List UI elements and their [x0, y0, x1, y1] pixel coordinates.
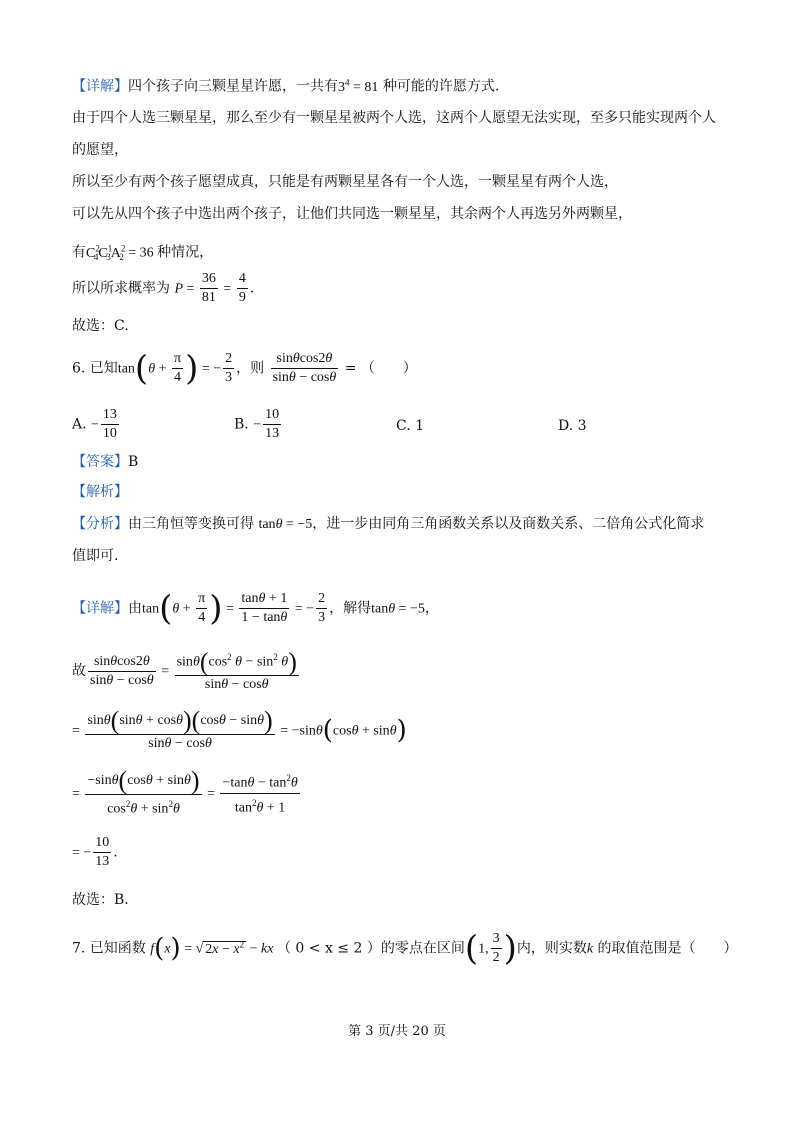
p6-probability: 所以所求概率为 P = $\frac{36}{81}$ = $\frac{4}{9}$ .: [72, 271, 255, 305]
answer-b: 故选：B.: [72, 892, 129, 908]
answer-c: 故选：C.: [72, 318, 129, 334]
fenxi-line2: 值即可.: [72, 548, 119, 564]
detail-2: 【详解】由tan(θ + $\frac{\pi}{4}$ ) = $\frac{\tan\theta + 1}{1 - \tan\theta}$ = − $\frac{2}{3}$ ，解得tanθ = −5，: [72, 588, 439, 629]
choice-c: C. 1: [396, 418, 425, 434]
detail-paragraph-1: [72, 72, 499, 98]
p3: 所以至少有两个孩子愿望成真，只能是有两颗星星各有一个人选，一颗星星有两个人选，: [72, 174, 618, 190]
derivation-step-1: 故 $\frac{\sin\theta\cos 2\theta}{\sin\theta - \cos\theta}$ = $\frac{\sin\theta(\cos^2 \theta - \sin^2 \theta)}{\sin\theta - \cos\theta}$: [72, 647, 297, 693]
question-7: 7. 已知函数 f(x) = √ $2x - x^2$ − kx （ 0 < x ≤ 2 ）的零点在区间(1, $\frac{3}{2}$ )内，则实数k 的取值范围是（ ）: [72, 928, 738, 969]
choice-a: A. − $\frac{13}{10}$: [72, 407, 117, 441]
p5-combination: 有$C^2_4C^1_3A^2_2 = 36$ 种情况，: [72, 243, 214, 263]
question-6: 6. 已知tan(θ + $\frac{\pi}{4}$ ) = − $\frac{2}{3}$ ，则 $\frac{\sin\theta\cos 2\theta}{\sin\theta - \cos\theta}$ = （ ）: [72, 348, 417, 389]
choice-b: B. − $\frac{10}{13}$: [234, 407, 280, 441]
p1-text-b: 种可能的许愿方式.: [382, 78, 500, 95]
derivation-step-2: = $\frac{\sin\theta(\sin\theta + \cos\theta)(\cos\theta - \sin\theta)}{\sin\theta - \cos\theta}$ = −sinθ(cosθ + sinθ): [72, 706, 407, 751]
analysis-label: 【解析】: [72, 484, 128, 500]
detail-label: 【详解】: [72, 78, 128, 95]
derivation-final: = − $\frac{10}{13}$ .: [72, 835, 118, 869]
p2-line1: 由于四个人选三颗星星，那么至少有一颗星星被两个人选，这两个人愿望无法实现，至多只能实现两个人: [72, 110, 716, 126]
p2-line2: 的愿望，: [72, 142, 128, 158]
choice-d: D. 3: [558, 418, 587, 434]
derivation-step-3: = $\frac{-\sin\theta(\cos\theta + \sin\theta)}{\cos^2\theta + \sin^2\theta}$ = $\frac{-\tan\theta - \tan^2\theta}{\tan^2\theta + 1}$: [72, 766, 298, 817]
fenxi-line1: 【分析】由三角恒等变换可得 tanθ = −5，进一步由同角三角函数关系以及商数关系、二倍角公式化简求: [72, 516, 705, 532]
p1-text-a: 四个孩子向三颗星星许愿，一共有: [128, 78, 338, 95]
p4: 可以先从四个孩子中选出两个孩子，让他们共同选一颗星星，其余两个人再选另外两颗星，: [72, 206, 632, 222]
answer-line: 【答案】B: [72, 454, 139, 470]
p1-math: $3^4 = 81$: [338, 77, 379, 95]
page-footer: 第 3 页/共 20 页: [348, 1024, 446, 1039]
